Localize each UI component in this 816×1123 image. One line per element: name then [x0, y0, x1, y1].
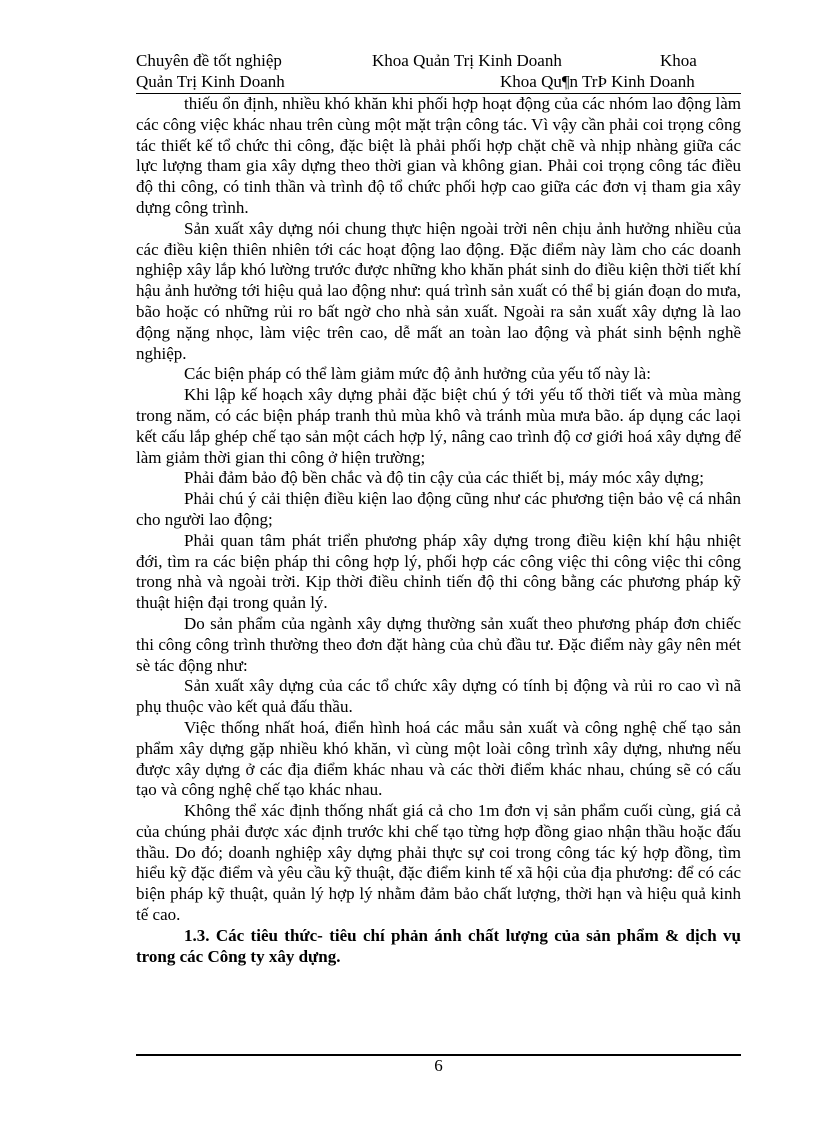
header-row-2: [136, 71, 741, 92]
header-faculty: Khoa Quản Trị Kinh Doanh: [372, 51, 562, 70]
paragraph: thiếu ổn định, nhiều khó khăn khi phối hợp hoạt động của các nhóm lao động làm các công việc khác nhau trên cùng một mặt trận công tác. Vì vậy cần phải coi trọng công tác thiết kế tổ chức thi công, đặc biệt là phải phối hợp chặt chẽ và nhịp nhàng giữa các lực lượng tham gia xây dựng theo thời gian và không gian. Phải coi trọng công tác điều độ thi công, có tinh thần và trình độ tổ chức phối hợp cao giữa các đơn vị tham gia xây dựng công trình.: [136, 94, 741, 217]
header-row-1: [136, 50, 741, 71]
page-header: [136, 50, 741, 92]
paragraph: Việc thống nhất hoá, điển hình hoá các mẫu sản xuất và công nghệ chế tạo sản phẩm xây dựng gặp nhiều khó khăn, vì cùng một loài công trình xây dựng, nhưng nếu được xây dựng ở các địa điểm khác nhau và các thời điểm khác nhau, chúng sẽ có cấu tạo và công nghệ chế tạo khác nhau.: [136, 717, 741, 800]
section-heading: 1.3. Các tiêu thức- tiêu chí phản ánh chất lượng của sản phẩm & dịch vụ trong các Công ty xây dựng.: [136, 925, 741, 966]
header-faculty-wrap: Khoa: [660, 51, 697, 70]
paragraph: Phải quan tâm phát triển phương pháp xây dựng trong điều kiện khí hậu nhiệt đới, tìm ra các biện pháp thi công hợp lý, phối hợp các công việc thi công việc thi công trong nhà và ngoài trời. Kịp thời điều chỉnh tiến độ thi công bằng các phương pháp kỹ thuật hiện đại trong quản lý.: [136, 530, 741, 613]
paragraph: Sản xuất xây dựng của các tổ chức xây dựng có tính bị động và rủi ro cao vì nã phụ thuộc vào kết quả đấu thầu.: [136, 676, 741, 717]
paragraph: Phải đảm bảo độ bền chắc và độ tin cậy của các thiết bị, máy móc xây dựng;: [184, 468, 704, 488]
paragraph: Sản xuất xây dựng nói chung thực hiện ngoài trời nên chịu ảnh hưởng nhiều của các điều kiện thiên nhiên tới các hoạt động lao động. Đặc điểm này làm cho các doanh nghiệp xây lắp khó lường trước được những kho khăn phát sinh do điều kiện thời tiết khí hậu ảnh hưởng tới hiệu quả lao động như: quá trình sản xuất có thể bị gián đoạn do mưa, bão hoặc có những rủi ro bất ngờ cho nhà sản xuất. Ngoài ra sản xuất xây dựng là lao động nặng nhọc, làm việc trên cao, dễ mất an toàn lao động và phát sinh bệnh nghề nghiệp.: [136, 218, 741, 363]
paragraph: Do sản phẩm của ngành xây dựng thường sản xuất theo phương pháp đơn chiếc thi công công trình thường theo đơn đặt hàng của chủ đầu tư. Đặc điểm này gây nên mét sè tác động như:: [136, 613, 741, 675]
header-faculty-cont: Quản Trị Kinh Doanh: [136, 72, 285, 91]
paragraph: Phải chú ý cải thiện điều kiện lao động cũng như các phương tiện bảo vệ cá nhân cho người lao động;: [136, 489, 741, 529]
paragraph: Không thể xác định thống nhất giá cả cho 1m đơn vị sản phẩm cuối cùng, giá cả của chúng phải được xác định trước khi chế tạo từng hợp đồng giao nhận thầu hoặc đấu thầu. Do đó; doanh nghiệp xây dựng phải thực sự coi trong công tác ký hợp đồng, tìm hiểu kỹ đặc điểm và yêu cầu kỹ thuật, đặc điểm kinh tế xã hội của địa phương: để có các biện pháp kỹ thuật, quản lý hợp lý nhằm đảm bảo chất lượng, thời hạn và hiệu quả kinh tế cao.: [136, 801, 741, 925]
paragraph: Các biện pháp có thể làm giảm mức độ ảnh hưởng của yếu tố này là:: [184, 364, 651, 384]
header-doc-type: Chuyên đề tốt nghiệp: [136, 51, 282, 70]
document-body: [136, 94, 741, 967]
header-faculty-garbled: Khoa Qu¶n TrÞ Kinh Doanh: [500, 72, 695, 91]
paragraph: Khi lập kế hoạch xây dựng phải đặc biệt chú ý tới yếu tố thời tiết và mùa màng trong năm, có các biện pháp tranh thủ mùa khô và tránh mùa mưa bão. áp dụng các laọi kết cấu lắp ghép chế tạo sản một cách hợp lý, nâng cao trình độ cơ giới hoá xây dựng để làm giảm thời gian thi công ở hiện trường;: [136, 385, 741, 467]
page-number: 6: [434, 1056, 443, 1075]
